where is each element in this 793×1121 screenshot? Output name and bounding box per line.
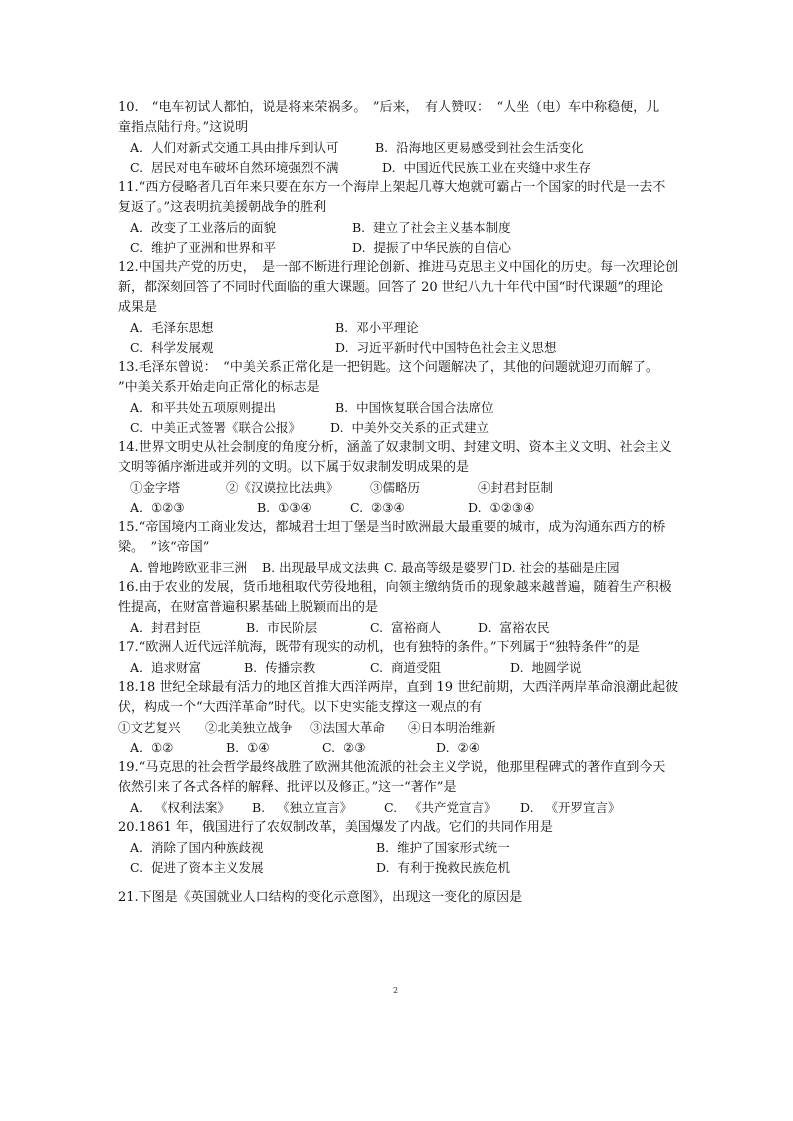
q14-option-d: D. ①②③④ <box>468 500 535 515</box>
question-13-line-1: 13.毛泽东曾说： “中美关系正常化是一把钥匙。这个问题解决了，其他的问题就迎刃而解了。 <box>118 360 659 375</box>
q17-option-d: D. 地圆学说 <box>510 660 582 675</box>
q20-option-b: B. 维护了国家形式统一 <box>376 840 510 855</box>
question-12-line-1: 12.中国共产党的历史， 是一部不断进行理论创新、推进马克思主义中国化的历史。每一次理论创 <box>118 260 679 275</box>
q12-option-c: C. 科学发展观 <box>130 340 214 355</box>
q12-option-a: A. 毛泽东思想 <box>130 320 214 335</box>
q15-option-b: B. 出现最早成文法典 <box>262 560 380 575</box>
question-11-line-1: 11.“西方侵略者几百年来只要在东方一个海岸上架起几尊大炮就可霸占一个国家的时代是一去不 <box>118 180 666 195</box>
q18-item-3: ③法国大革命 <box>310 720 386 735</box>
question-19-line-2: 依然引来了各式各样的解释、批评以及修正。”这一“著作”是 <box>118 780 457 795</box>
q18-item-1: ①文艺复兴 <box>118 720 181 735</box>
q14-option-c: C. ②③④ <box>350 500 405 515</box>
question-21-line-1: 21.下图是《英国就业人口结构的变化示意图》，出现这一变化的原因是 <box>118 890 523 905</box>
q10-option-d: D. 中国近代民族工业在夹缝中求生存 <box>382 160 592 175</box>
q19-option-b: B. 《独立宣言》 <box>252 800 353 815</box>
q19-option-a: A. 《权利法案》 <box>130 800 230 815</box>
question-13-line-2: ”中美关系开始走向正常化的标志是 <box>118 380 320 395</box>
question-16-line-1: 16.由于农业的发展，货币地租取代劳役地租，向领主缴纳货币的现象越来越普遍，随着生产积极 <box>118 580 672 595</box>
q15-option-a: A. 曾地跨欧亚非三洲 <box>130 560 248 575</box>
q12-option-b: B. 邓小平理论 <box>335 320 419 335</box>
q10-option-c: C. 居民对电车破坏自然环境强烈不满 <box>130 160 339 175</box>
question-10-line-1: 10. “电车初试人都怕，说是将来荣祸多。 ”后来， 有人赞叹： “人坐（电）车中称稳便，儿 <box>118 100 660 115</box>
q12-option-d: D. 习近平新时代中国特色社会主义思想 <box>335 340 557 355</box>
q20-option-d: D. 有利于挽救民族危机 <box>376 860 511 875</box>
question-15-line-2: 梁。 ”该“帝国” <box>118 540 210 555</box>
q16-option-d: D. 富裕农民 <box>478 620 550 635</box>
q18-item-4: ④日本明治维新 <box>408 720 496 735</box>
q17-option-a: A. 追求财富 <box>130 660 201 675</box>
q10-option-a: A. 人们对新式交通工具由排斥到认可 <box>130 140 339 155</box>
q16-option-b: B. 市民阶层 <box>246 620 318 635</box>
question-20-line-1: 20.1861 年，俄国进行了农奴制改革，美国爆发了内战。它们的共同作用是 <box>118 820 553 835</box>
q14-item-2: ②《汉谟拉比法典》 <box>226 480 339 495</box>
q13-option-a: A. 和平共处五项原则提出 <box>130 400 276 415</box>
question-17-line-1: 17.“欧洲人近代远洋航海，既带有现实的动机，也有独特的条件。”下列属于“独特条件”的是 <box>118 640 640 655</box>
q18-option-d: D. ②④ <box>436 740 480 755</box>
q14-item-3: ③儒略历 <box>370 480 421 495</box>
q15-option-d: D. 社会的基础是庄园 <box>502 560 620 575</box>
q11-option-c: C. 维护了亚洲和世界和平 <box>130 240 277 255</box>
q20-option-c: C. 促进了资本主义发展 <box>130 860 264 875</box>
q18-item-2: ②北美独立战争 <box>205 720 293 735</box>
q18-option-c: C. ②③ <box>322 740 366 755</box>
q16-option-a: A. 封君封臣 <box>130 620 201 635</box>
q18-option-b: B. ①④ <box>226 740 270 755</box>
q18-option-a: A. ①② <box>130 740 174 755</box>
q11-option-a: A. 改变了工业落后的面貌 <box>130 220 276 235</box>
question-10-line-2: 童指点陆行舟。”这说明 <box>118 120 249 135</box>
question-19-line-1: 19.“马克思的社会哲学最终战胜了欧洲其他流派的社会主义学说，他那里程碑式的著作直到今天 <box>118 760 666 775</box>
q20-option-a: A. 消除了国内种族歧视 <box>130 840 264 855</box>
q14-item-4: ④封君封臣制 <box>478 480 554 495</box>
q11-option-d: D. 提振了中华民族的自信心 <box>352 240 512 255</box>
q13-option-d: D. 中美外交关系的正式建立 <box>330 420 490 435</box>
q10-option-b: B. 沿海地区更易感受到社会生活变化 <box>375 140 584 155</box>
q19-option-d: D. 《开罗宣言》 <box>520 800 621 815</box>
q14-item-1: ①金字塔 <box>130 480 181 495</box>
q14-option-a: A. ①②③ <box>130 500 185 515</box>
question-18-line-2: 伏，构成一个“大西洋革命”时代。以下史实能支撑这一观点的有 <box>118 700 483 715</box>
q16-option-c: C. 富裕商人 <box>370 620 442 635</box>
q17-option-c: C. 商道受阻 <box>370 660 442 675</box>
q19-option-c: C. 《共产党宣言》 <box>384 800 497 815</box>
question-18-line-1: 18.18 世纪全球最有活力的地区首推大西洋两岸，直到 19 世纪前期，大西洋两岸革命浪潮此起彼 <box>118 680 679 695</box>
q13-option-b: B. 中国恢复联合国合法席位 <box>335 400 494 415</box>
question-12-line-2: 新，都深刻回答了不同时代面临的重大课题。回答了 20 世纪八九十年代中国“时代课题”的理论 <box>118 280 664 295</box>
question-11-line-2: 复返了。”这表明抗美援朝战争的胜利 <box>118 200 327 215</box>
q13-option-c: C. 中美正式签署《联合公报》 <box>130 420 302 435</box>
question-14-line-2: 文明等循序渐进或并列的文明。以下属于奴隶制发明成果的是 <box>118 460 470 475</box>
page-number: 2 <box>393 986 399 995</box>
q14-option-b: B. ①③④ <box>257 500 312 515</box>
question-15-line-1: 15.“帝国境内工商业发达，都城君士坦丁堡是当时欧洲最大最重要的城市，成为沟通东西方的桥 <box>118 520 666 535</box>
question-16-line-2: 性提高，在财富普遍积累基础上脱颖而出的是 <box>118 600 379 615</box>
q15-option-c: C. 最高等级是婆罗门 <box>384 560 502 575</box>
q17-option-b: B. 传播宗教 <box>244 660 316 675</box>
q11-option-b: B. 建立了社会主义基本制度 <box>352 220 511 235</box>
question-12-line-3: 成果是 <box>118 300 158 315</box>
question-14-line-1: 14.世界文明史从社会制度的角度分析，涵盖了奴隶制文明、封建文明、资本主义文明、社会主义 <box>118 440 672 455</box>
